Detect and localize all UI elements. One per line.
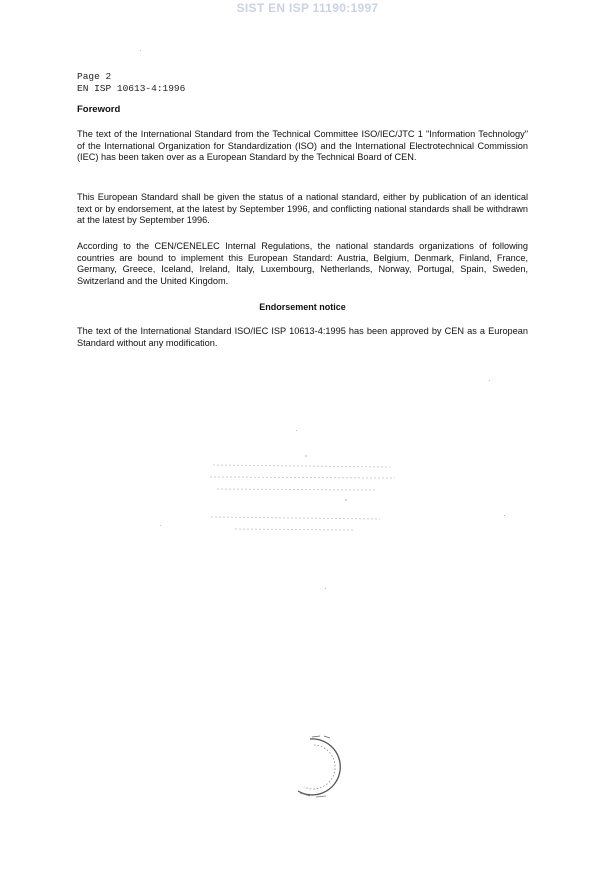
page-header	[77, 71, 185, 95]
scan-speck	[140, 50, 141, 51]
endorsement-heading: Endorsement notice	[259, 302, 346, 312]
document-id: EN ISP 10613-4:1996	[77, 83, 186, 94]
scan-speck	[504, 515, 505, 516]
foreword-paragraph-2: This European Standard shall be given the status of a national standard, either by publication of an identical text or by endorsement, at the latest by September 1996, and conflicting national standards shall be withdrawn at the latest by September 1996.	[77, 192, 528, 226]
document-watermark: SIST EN ISP 11190:1997	[236, 1, 379, 15]
foreword-paragraph-3: According to the CEN/CENELEC Internal Regulations, the national standards organizations of following countries are bound to implement this European Standard: Austria, Belgium, Denmark, Finland, France, Germany, Greece, Iceland, Ireland, Italy, Luxembourg, Netherlands, Norway, Portugal, Spain, Sweden, Switzerland and the United Kingdom.	[77, 241, 528, 286]
round-stamp	[290, 733, 352, 801]
scan-speck	[489, 380, 490, 381]
page-number: Page 2	[77, 71, 112, 82]
faded-stamp-impression	[205, 455, 405, 550]
scan-speck	[160, 525, 161, 526]
foreword-heading: Foreword	[77, 104, 121, 115]
scan-speck	[296, 430, 297, 431]
scan-speck	[325, 588, 326, 589]
endorsement-paragraph: The text of the International Standard ISO/IEC ISP 10613-4:1995 has been approved by CEN as a European Standard without any modification.	[77, 326, 528, 348]
foreword-paragraph-1: The text of the International Standard from the Technical Committee ISO/IEC/JTC 1 "Information Technology" of the International Organization for Standardization (ISO) and the International Electrotechnical Commission (IEC) has been taken over as a European Standard by the Technical Board of CEN.	[77, 129, 528, 163]
